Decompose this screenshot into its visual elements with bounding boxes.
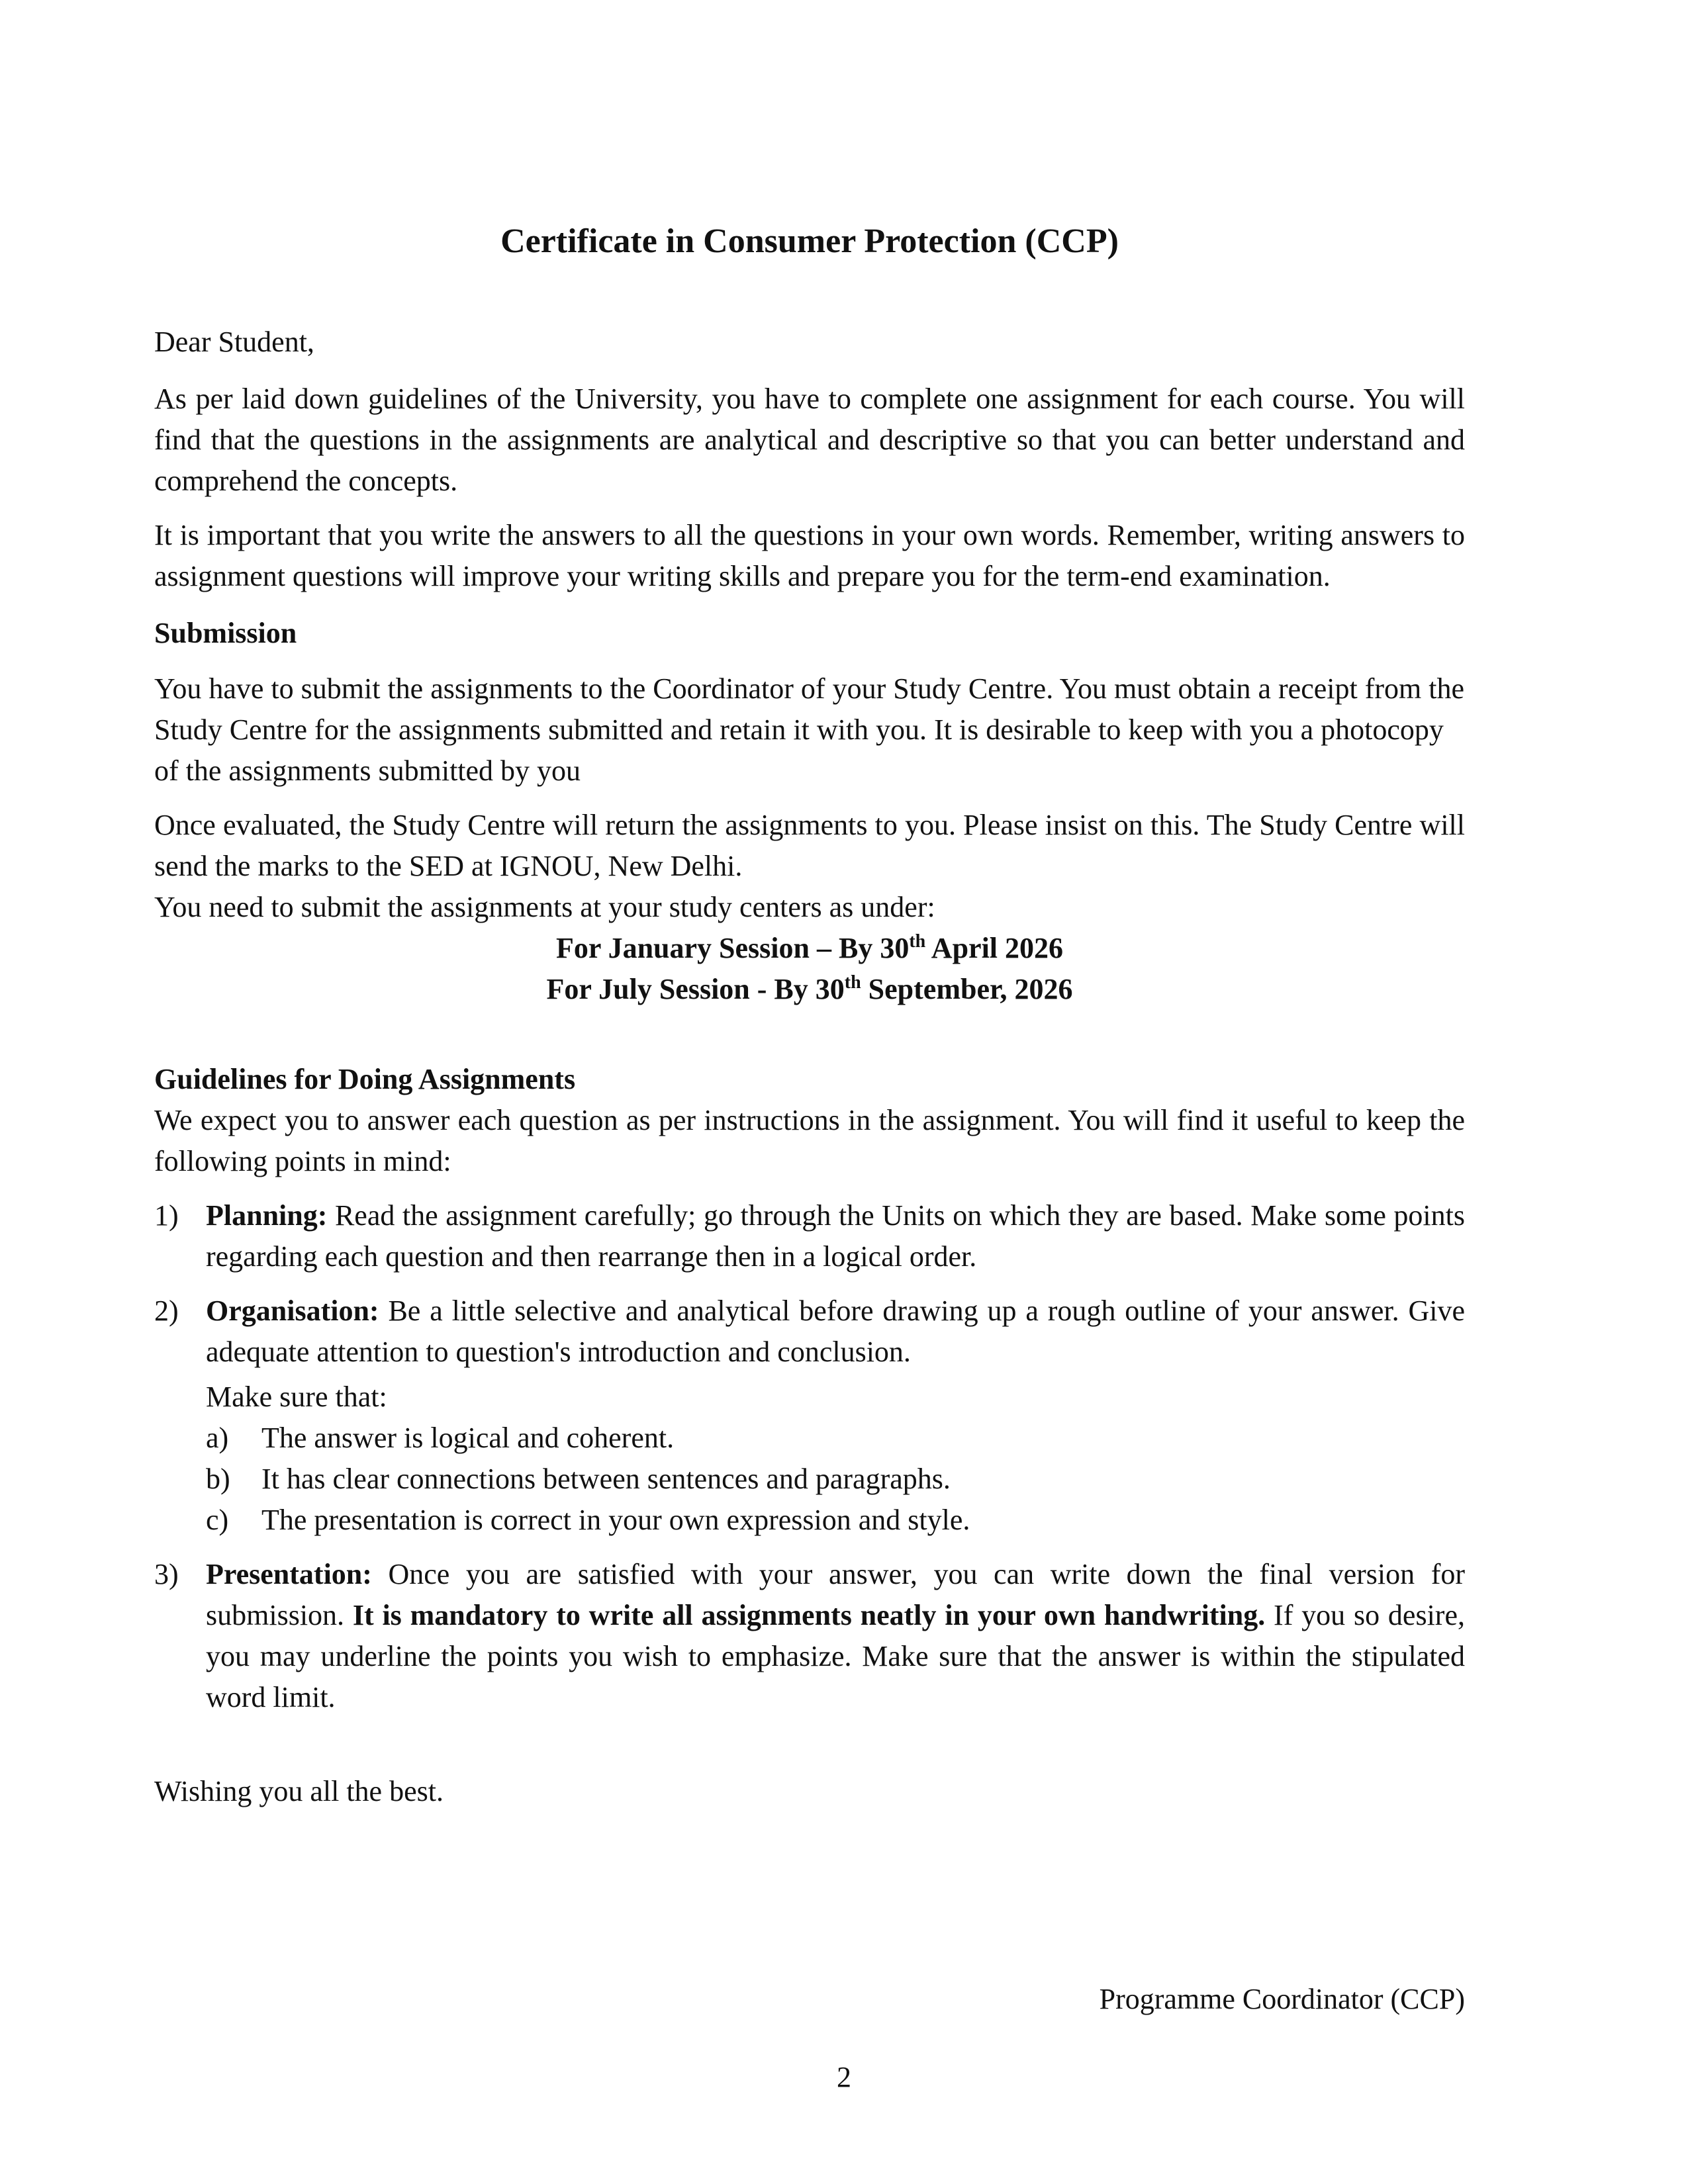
deadline-list [154,928,1465,1010]
subitem-a [206,1418,1465,1459]
guideline-item-presentation [154,1554,1465,1718]
guideline-label: Planning: [206,1199,328,1232]
guidelines-list [154,1195,1465,1718]
deadline-july-date: September, 2026 [861,973,1073,1005]
signature: Programme Coordinator (CCP) [1099,1983,1465,2015]
submission-paragraph-1: You have to submit the assignments to the Coordinator of your Study Centre. You must obtain a receipt from the Study Centre for the assignments submitted and retain it with you. It is desirable to keep with you a photocopy of the assignments submitted by you [154,672,1464,787]
guideline-body-continued: If you so desire, you may underline the points you wish to emphasize. Make sure that the answer is within the stipulated word limit. [206,1599,1465,1713]
guidelines-intro: We expect you to answer each question as per instructions in the assignment. You will find it useful to keep the following points in mind: [154,1104,1465,1177]
guideline-number: 1) [154,1199,179,1232]
guidelines-heading: Guidelines for Doing Assignments [154,1063,576,1095]
deadline-july [154,969,1465,1010]
guideline-label: Organisation: [206,1295,379,1327]
guideline-body: Be a little selective and analytical before drawing up a rough outline of your answer. Give adequate attention to question's introduction and conclusion. [206,1295,1465,1368]
guideline-number: 2) [154,1295,179,1327]
guideline-number: 3) [154,1558,179,1590]
submission-paragraph-3: You need to submit the assignments at your study centers as under: [154,891,935,923]
deadline-january-ordinal: th [909,931,926,952]
subitem-b [206,1459,1465,1500]
intro-paragraph-2: It is important that you write the answers to all the questions in your own words. Remember, writing answers to assignment questions will improve your writing skills and prepare you for the term-end examination. [154,519,1465,592]
deadline-july-text: For July Session - By 30 [546,973,845,1005]
guideline-body: Once you are satisfied with your answer, you can write down the final version for submission. [206,1558,1465,1631]
subitem-text: The presentation is correct in your own expression and style. [261,1504,970,1536]
guideline-text [206,1195,1465,1277]
subitem-letter: c) [206,1504,229,1536]
guideline-sublead: Make sure that: [206,1381,387,1413]
submission-heading: Submission [154,617,297,649]
subitem-letter: b) [206,1463,230,1495]
guideline-text [206,1291,1465,1373]
salutation: Dear Student, [154,326,314,358]
deadline-january [154,928,1465,969]
guideline-body: Read the assignment carefully; go through the Units on which they are based. Make some points regarding each question and then rearrange then in a logical order. [206,1199,1465,1273]
closing-line: Wishing you all the best. [154,1775,444,1807]
subitem-text: The answer is logical and coherent. [261,1422,675,1454]
subitem-letter: a) [206,1422,229,1454]
page-title: Certificate in Consumer Protection (CCP) [500,222,1119,260]
deadline-july-ordinal: th [844,972,861,993]
page-number: 2 [837,2061,851,2093]
subitem-text: It has clear connections between sentences and paragraphs. [261,1463,951,1495]
submission-paragraph-2: Once evaluated, the Study Centre will return the assignments to you. Please insist on this. The Study Centre will send the marks to the SED at IGNOU, New Delhi. [154,809,1465,882]
document-body [154,218,1465,1812]
deadline-january-text: For January Session – By 30 [555,932,910,964]
intro-paragraph-1: As per laid down guidelines of the University, you have to complete one assignment for each course. You will find that the questions in the assignments are analytical and descriptive so that you can better understand and comprehend the concepts. [154,383,1465,497]
subitem-c [206,1500,1465,1541]
guideline-label: Presentation: [206,1558,372,1590]
guideline-item-organisation [154,1291,1465,1541]
guideline-emphasis: It is mandatory to write all assignments neatly in your own handwriting. [352,1599,1266,1631]
guideline-text [206,1554,1465,1718]
guideline-item-planning [154,1195,1465,1277]
deadline-january-date: April 2026 [925,932,1064,964]
